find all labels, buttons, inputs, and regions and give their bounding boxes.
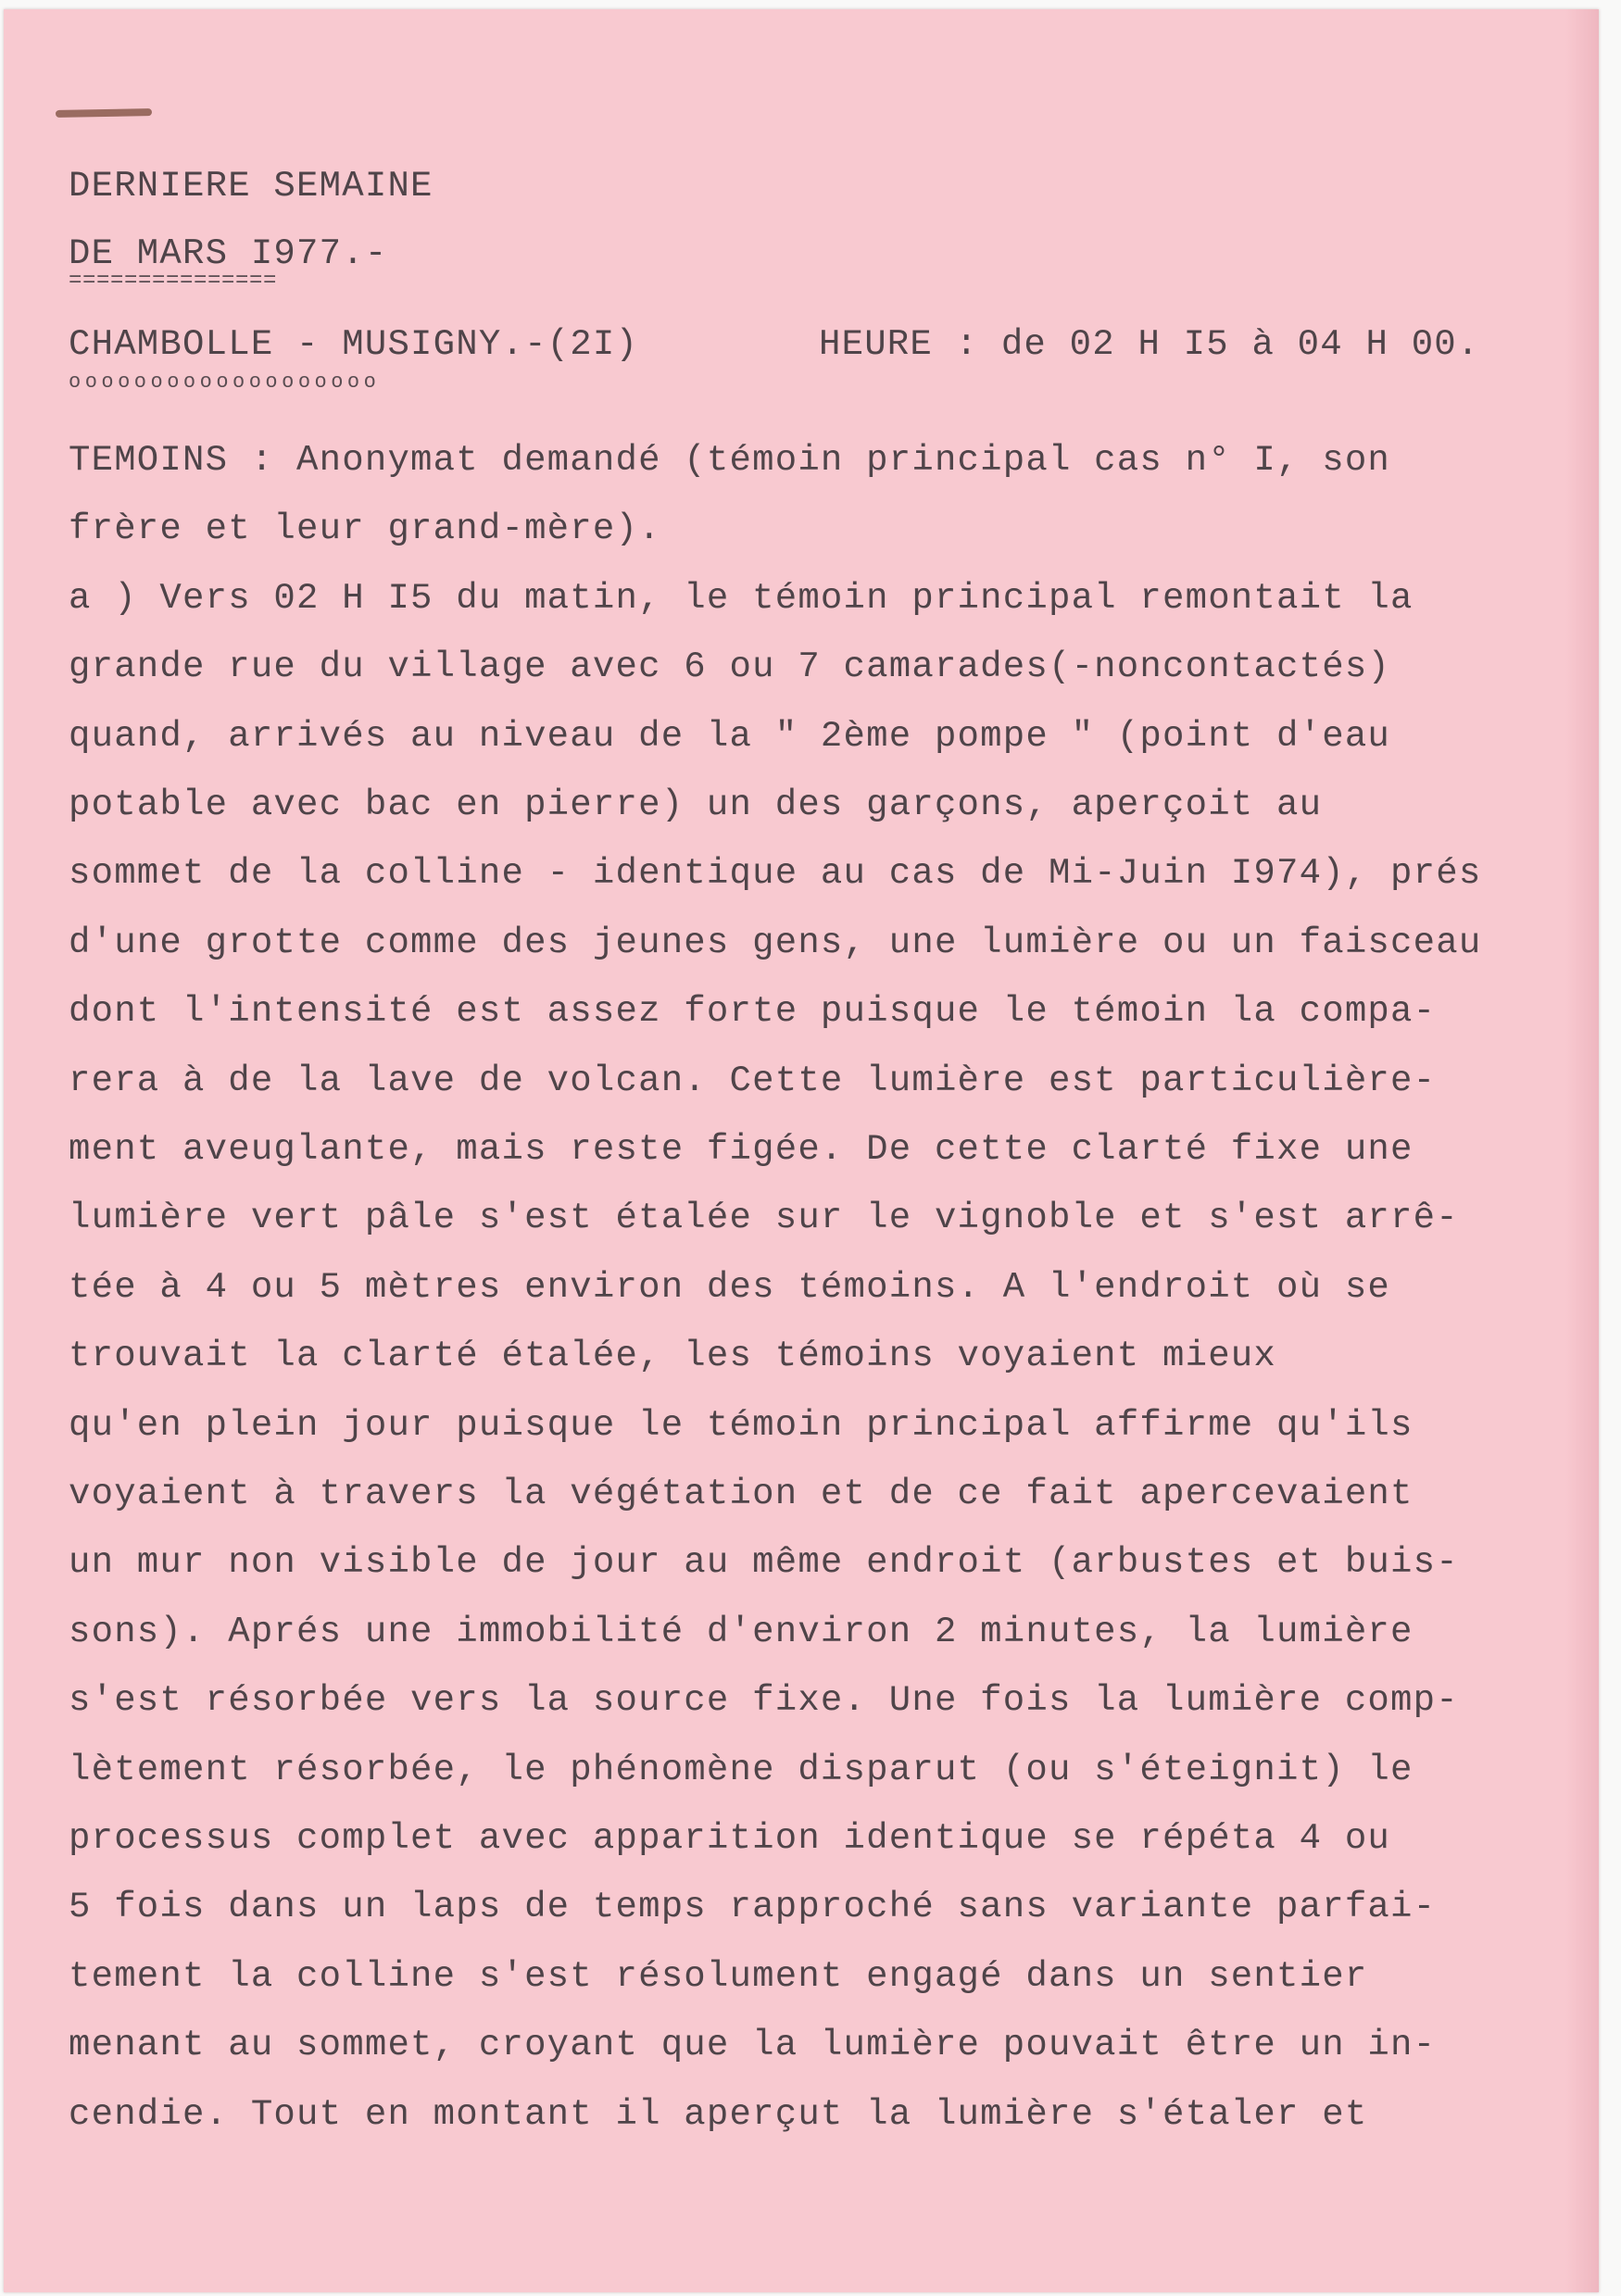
body-line: grande rue du village avec 6 ou 7 camarades(-noncontactés)	[69, 646, 1391, 687]
paper-edge-shadow	[1565, 9, 1599, 2292]
body-line: frère et leur grand-mère).	[69, 508, 661, 549]
body-line: sommet de la colline - identique au cas de Mi-Juin I974), prés	[69, 853, 1482, 894]
body-line: lumière vert pâle s'est étalée sur le vignoble et s'est arrê-	[69, 1198, 1459, 1238]
body-line: ment aveuglante, mais reste figée. De cette clarté fixe une	[69, 1129, 1414, 1170]
header-line-1: DERNIERE SEMAINE	[69, 166, 434, 207]
body-line: tement la colline s'est résolument engagé dans un sentier	[69, 1956, 1368, 1997]
body-line: potable avec bac en pierre) un des garçons, aperçoit au	[69, 784, 1323, 825]
body-line: a ) Vers 02 H I5 du matin, le témoin principal remontait la	[69, 578, 1414, 619]
body-line: TEMOINS : Anonymat demandé (témoin principal cas n° I, son	[69, 440, 1391, 481]
body-line: rera à de la lave de volcan. Cette lumière est particulière-	[69, 1060, 1437, 1101]
body-line: lètement résorbée, le phénomène disparut (ou s'éteignit) le	[69, 1750, 1414, 1790]
body-line: dont l'intensité est assez forte puisque le témoin la compa-	[69, 991, 1437, 1032]
hour-line: HEURE : de 02 H I5 à 04 H 00.	[819, 324, 1480, 365]
body-line: cendie. Tout en montant il aperçut la lumière s'étaler et	[69, 2094, 1368, 2135]
staple-mark	[56, 108, 152, 118]
body-line: sons). Aprés une immobilité d'environ 2 minutes, la lumière	[69, 1612, 1414, 1652]
document-page	[4, 9, 1599, 2292]
body-line: tée à 4 ou 5 mètres environ des témoins. A l'endroit où se	[69, 1267, 1391, 1308]
body-line: 5 fois dans un laps de temps rapproché sans variante parfai-	[69, 1887, 1437, 1927]
body-line: menant au sommet, croyant que la lumière pouvait être un in-	[69, 2025, 1437, 2065]
body-line: un mur non visible de jour au même endroit (arbustes et buis-	[69, 1542, 1459, 1583]
body-line: voyaient à travers la végétation et de ce fait apercevaient	[69, 1474, 1414, 1514]
place-line: CHAMBOLLE - MUSIGNY.-(2I)	[69, 324, 639, 365]
body-line: processus complet avec apparition identique se répéta 4 ou	[69, 1818, 1391, 1859]
body-line: trouvait la clarté étalée, les témoins voyaient mieux	[69, 1336, 1277, 1376]
header-underline: ===============	[69, 269, 278, 294]
body-line: quand, arrivés au niveau de la " 2ème pompe " (point d'eau	[69, 716, 1391, 757]
header-line-2: DE MARS I977.-	[69, 233, 388, 274]
body-line: s'est résorbée vers la source fixe. Une fois la lumière comp-	[69, 1680, 1459, 1721]
body-line: d'une grotte comme des jeunes gens, une lumière ou un faisceau	[69, 922, 1482, 963]
body-line: qu'en plein jour puisque le témoin principal affirme qu'ils	[69, 1405, 1414, 1446]
circle-underline: ooooooooooooooooooo	[69, 370, 381, 394]
